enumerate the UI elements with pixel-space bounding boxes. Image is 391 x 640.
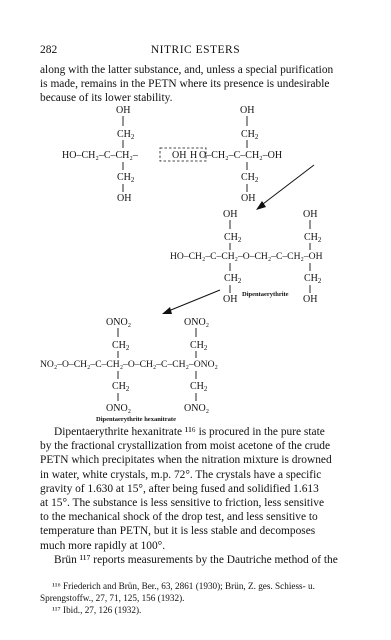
footnote-line: Sprengstoffw., 27, 71, 125, 156 (1932). <box>40 593 185 603</box>
text-line: Brün ¹¹⁷ reports measurements by the Dautriche method of the <box>54 553 338 566</box>
left-chain: HO–CH₂–C–CH₂– <box>62 150 138 161</box>
boxed-h: H <box>190 150 198 161</box>
ono2-label: ONO₂ <box>106 317 132 328</box>
ono2-label: ONO₂ <box>184 317 210 328</box>
page-number: 282 <box>40 44 58 56</box>
ch2-label: $CH_2$ <box>117 172 135 184</box>
hexanitrate-label: Dipentaerythrite hexanitrate <box>96 416 176 423</box>
text-line: Dipentaerythrite hexanitrate ¹¹⁶ is procured in the pure state <box>54 426 325 438</box>
ch2-label: $CH_2$ <box>241 172 259 184</box>
ch2-label: $CH_2$ <box>224 232 242 244</box>
ch2-label: $CH_2$ <box>190 381 208 393</box>
footnote-line: ¹¹⁷ Ibid., 27, 126 (1932). <box>52 605 142 615</box>
ch2-label: $CH_2$ <box>304 232 322 244</box>
running-title: NITRIC ESTERS <box>150 44 241 56</box>
text-line: much more rapidly at 100°. <box>40 539 166 552</box>
footnotes <box>40 580 360 616</box>
text-line: by the fractional crystallization from moist acetone of the crude <box>40 440 331 453</box>
oh-label: OH <box>240 105 255 116</box>
dipentaerythrite-label: Dipentaerythrite <box>242 291 289 298</box>
ch2-label: $CH_2$ <box>112 381 130 393</box>
ch2-label: $CH_2$ <box>117 129 135 141</box>
ono2-label: ONO₂ <box>184 403 210 414</box>
oh-label: OH <box>223 294 238 305</box>
ch2-label: $CH_2$ <box>304 273 322 285</box>
oh-label: OH <box>241 193 256 204</box>
hexanitrate-formula <box>40 317 218 423</box>
text-line: temperature than PETN, but it is less stable and decomposes <box>40 525 316 538</box>
ch2-label: $CH_2$ <box>190 340 208 352</box>
ono2-label: ONO₂ <box>106 403 132 414</box>
oh-label: OH <box>116 105 131 116</box>
arrow-icon <box>162 290 220 314</box>
right-chain: O–CH₂–C–CH₂–OH <box>199 150 283 161</box>
pentaerythrite-pair <box>62 105 282 204</box>
ch2-label: $CH_2$ <box>224 273 242 285</box>
dipentaerythrite-chain: HO–CH₂–C–CH₂–O–CH₂–C–CH₂–OH <box>170 251 323 262</box>
oh-label: OH <box>303 294 318 305</box>
boxed-oh: OH <box>172 150 187 161</box>
oh-label: OH <box>223 209 238 220</box>
text-line: to the mechanical shock of the drop test, and less sensitive to <box>40 511 318 524</box>
oh-label: OH <box>117 193 132 204</box>
text-line: at 15°. The substance is less sensitive to friction, less sensitive <box>40 497 325 510</box>
dipentaerythrite-formula <box>170 209 323 305</box>
hexanitrate-chain: NO₂–O–CH₂–C–CH₂–O–CH₂–C–CH₂–ONO₂ <box>40 359 218 370</box>
text-line: along with the latter substance, and, unless a special purification <box>40 64 334 76</box>
ch2-label: $CH_2$ <box>112 340 130 352</box>
text-line: is made, remains in the PETN where its presence is undesirable <box>40 78 330 91</box>
oh-label: OH <box>303 209 318 220</box>
text-line: gravity of 1.630 at 15°, after being fused and solidified 1.613 <box>40 482 319 495</box>
arrow-icon <box>256 165 314 210</box>
footnote-line: ¹¹⁶ Friederich and Brün, Ber., 63, 2861 (1930); Brün, Z. ges. Schiess- u. <box>52 581 315 591</box>
ch2-label: $CH_2$ <box>241 129 259 141</box>
body-text <box>40 425 360 567</box>
text-line: because of its lower stability. <box>40 92 173 105</box>
text-line: in water, white crystals, m.p. 72°. The crystals have a specific <box>40 468 322 481</box>
text-line: PETN which precipitates when the nitration mixture is drowned <box>40 454 332 467</box>
